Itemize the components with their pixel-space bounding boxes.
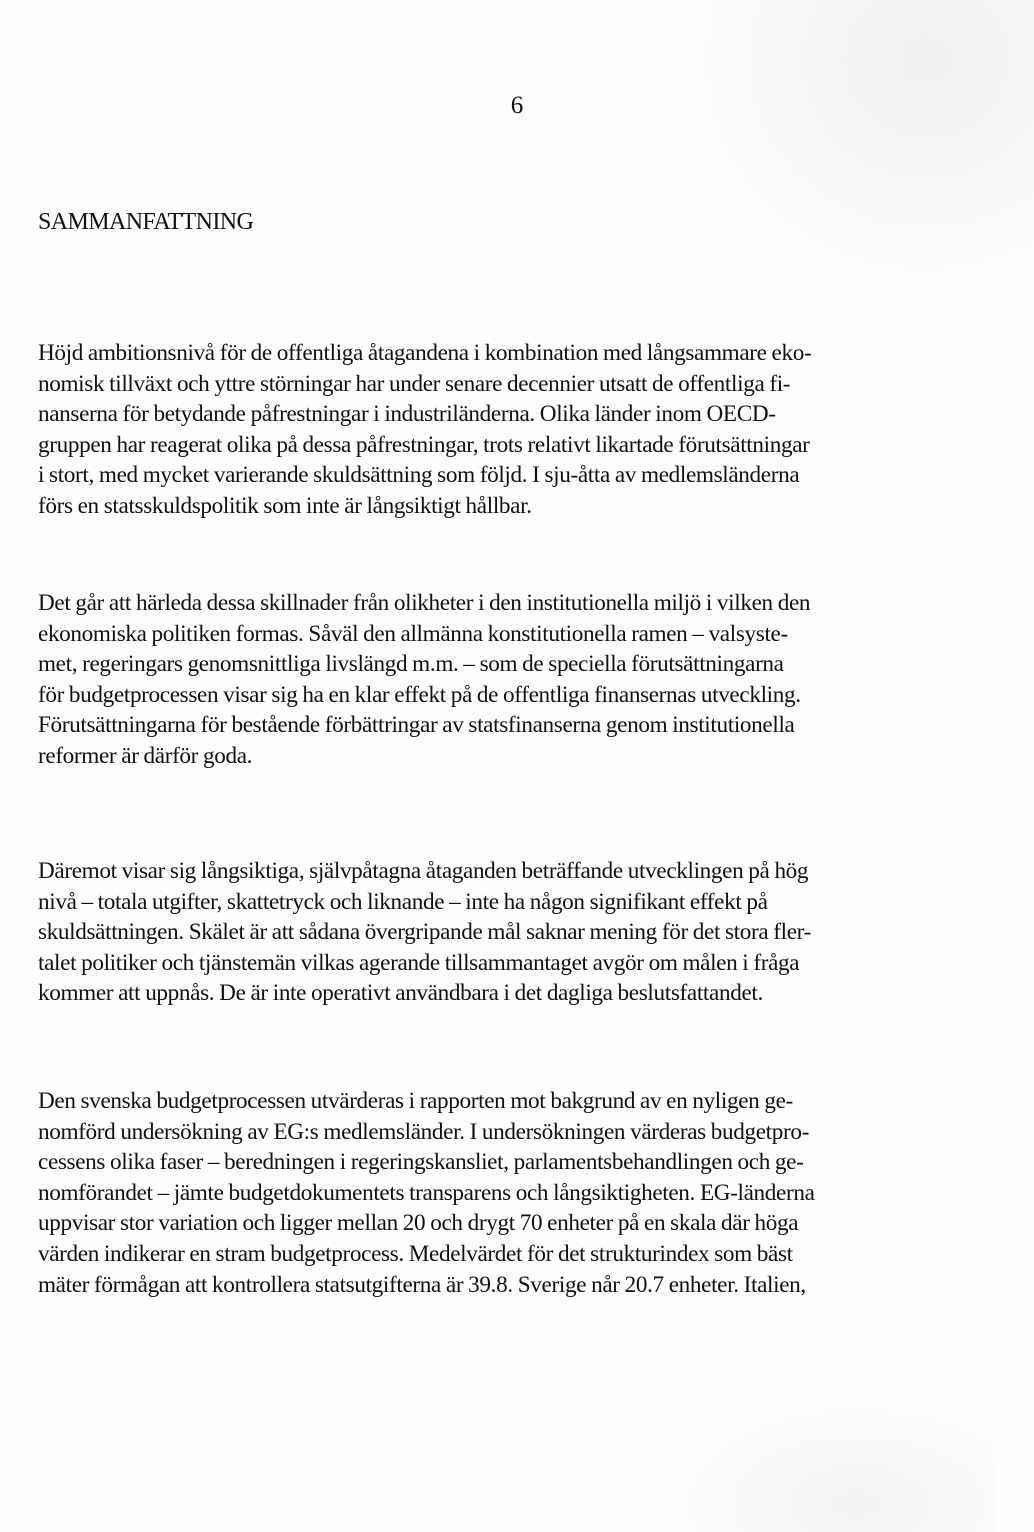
paragraph-4 xyxy=(38,1086,998,1300)
paragraph-2 xyxy=(38,588,998,772)
text-line: förs en statsskuldspolitik som inte är långsiktigt hållbar. xyxy=(38,492,532,519)
text-line: i stort, med mycket varierande skuldsättning som följd. I sju-åtta av medlemsländerna xyxy=(38,462,800,489)
scan-noise-bottom xyxy=(654,1392,994,1532)
text-line: Höjd ambitionsnivå för de offentliga åtagandena i kombination med långsammare eko- xyxy=(38,340,812,366)
text-line: nomförd undersökning av EG:s medlemsländer. I undersökningen värderas budgetpro- xyxy=(38,1118,809,1145)
text-line: nomförandet – jämte budgetdokumentets transparens och långsiktigheten. EG-länderna xyxy=(38,1179,815,1206)
text-line: Förutsättningarna för bestående förbättringar av statsfinanserna genom institutionella xyxy=(38,712,795,739)
text-line: nanserna för betydande påfrestningar i industriländerna. Olika länder inom OECD- xyxy=(38,401,776,428)
text-line: talet politiker och tjänstemän vilkas agerande tillsammantaget avgör om målen i fråga xyxy=(38,949,800,976)
text-line: reformer är därför goda. xyxy=(38,742,253,769)
text-line: skuldsättningen. Skälet är att sådana övergripande mål saknar mening för det stora fler- xyxy=(38,919,811,946)
page-number-text: 6 xyxy=(510,92,524,119)
text-line: met, regeringars genomsnittliga livslängd m.m. – som de speciella förutsättningarna xyxy=(38,651,784,678)
text-line: Däremot visar sig långsiktiga, självpåtagna åtaganden beträffande utvecklingen på hög xyxy=(38,858,809,884)
paragraph-1 xyxy=(38,338,998,522)
text-line: nomisk tillväxt och yttre störningar har under senare decennier utsatt de offentliga fi- xyxy=(38,370,791,397)
page-number xyxy=(0,92,1034,120)
text-line: Det går att härleda dessa skillnader från olikheter i den institutionella miljö i vilken den xyxy=(38,590,811,616)
text-line: cessens olika faser – beredningen i regeringskansliet, parlamentsbehandlingen och ge- xyxy=(38,1149,804,1176)
section-heading: SAMMANFATTNING xyxy=(38,209,254,235)
text-line: gruppen har reagerat olika på dessa påfrestningar, trots relativt likartade förutsättningar xyxy=(38,431,810,458)
text-line: kommer att uppnås. De är inte operativt användbara i det dagliga beslutsfattandet. xyxy=(38,980,763,1007)
text-line: värden indikerar en stram budgetprocess. Medelvärdet för det strukturindex som bäst xyxy=(38,1240,793,1267)
text-line: ekonomiska politiken formas. Såväl den allmänna konstitutionella ramen – valsyste- xyxy=(38,620,788,647)
paragraph-3 xyxy=(38,856,998,1009)
text-line: mäter förmågan att kontrollera statsutgifterna är 39.8. Sverige når 20.7 enheter. Italien, xyxy=(38,1271,806,1298)
scan-noise xyxy=(674,0,1034,300)
text-line: för budgetprocessen visar sig ha en klar effekt på de offentliga finansernas utveckling. xyxy=(38,681,801,708)
text-line: nivå – totala utgifter, skattetryck och liknande – inte ha någon signifikant effekt på xyxy=(38,888,768,915)
text-line: Den svenska budgetprocessen utvärderas i rapporten mot bakgrund av en nyligen ge- xyxy=(38,1088,793,1114)
text-line: uppvisar stor variation och ligger mellan 20 och drygt 70 enheter på en skala där höga xyxy=(38,1210,799,1237)
